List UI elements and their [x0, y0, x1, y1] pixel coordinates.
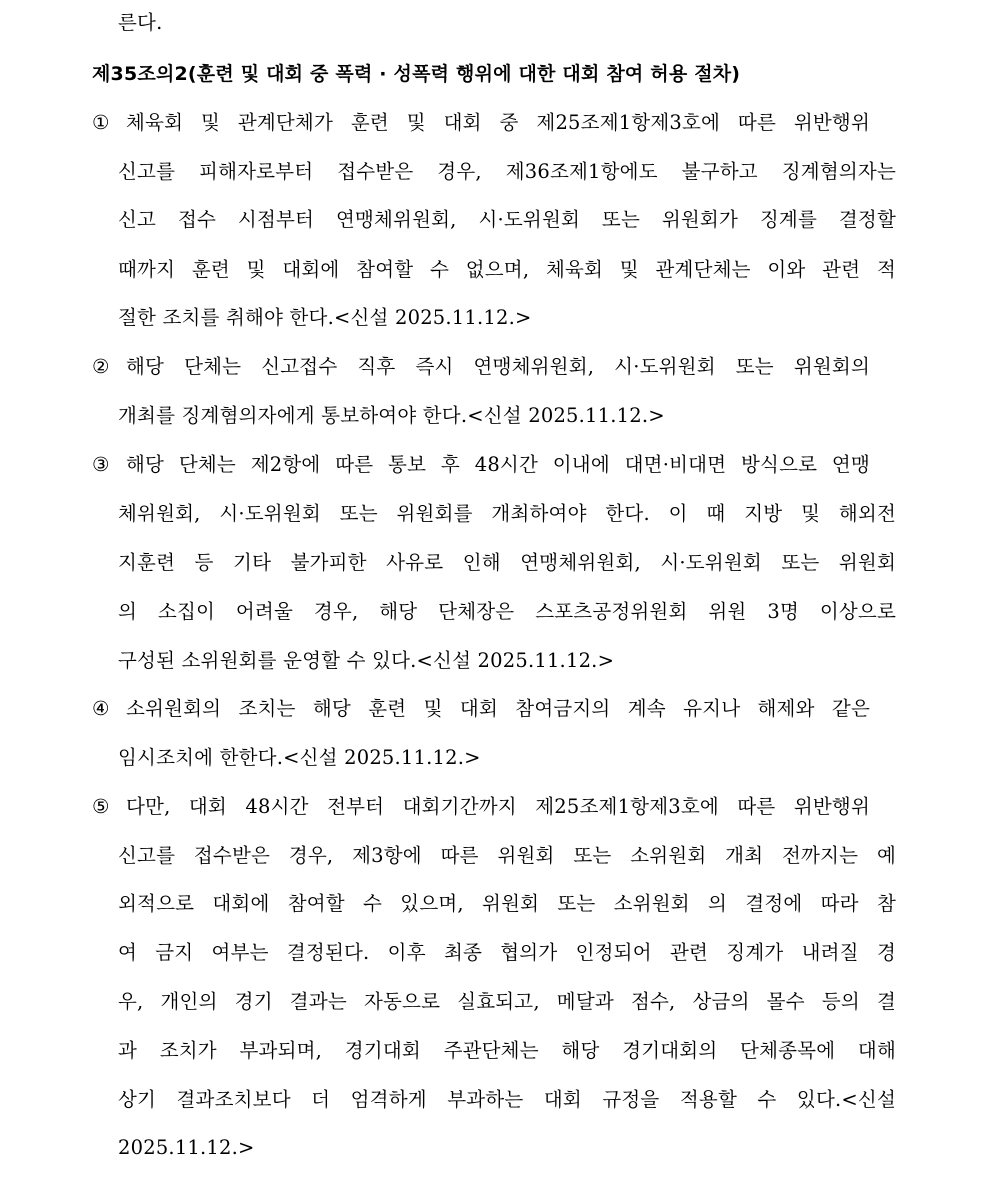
paragraph-5-line-5: 우, 개인의 경기 결과는 자동으로 실효되고, 메달과 점수, 상금의 몰수 등의 결 [118, 990, 896, 1013]
paragraph-2-line-1 [92, 355, 870, 379]
article-heading: 제35조의2(훈련 및 대회 중 폭력 · 성폭력 행위에 대한 대회 참여 허용 절차) [92, 63, 741, 85]
paragraph-5-line-1 [92, 795, 870, 819]
paragraph-1-line-3: 신고 접수 시점부터 연맹체위원회, 시·도위원회 또는 위원회가 징계를 결정할 [118, 208, 896, 231]
paragraph-2-marker: ② [92, 355, 110, 378]
paragraph-3-line-5: 구성된 소위원회를 운영할 수 있다.<신설 2025.11.12.> [118, 649, 615, 672]
paragraph-5-line-3: 외적으로 대회에 참여할 수 있으며, 위원회 또는 소위원회 의 결정에 따라 참 [118, 892, 896, 915]
paragraph-1-line-5: 절한 조치를 취해야 한다.<신설 2025.11.12.> [118, 306, 532, 329]
paragraph-3-marker: ③ [92, 453, 110, 476]
paragraph-4-line-2: 임시조치에 한한다.<신설 2025.11.12.> [118, 746, 481, 769]
paragraph-5-line-6: 과 조치가 부과되며, 경기대회 주관단체는 해당 경기대회의 단체종목에 대해 [118, 1039, 896, 1062]
paragraph-5-marker: ⑤ [92, 795, 110, 818]
continuation-text: 른다. [118, 11, 163, 34]
paragraph-5-line-8: 2025.11.12.> [118, 1136, 255, 1159]
paragraph-1-line-2: 신고를 피해자로부터 접수받은 경우, 제36조제1항에도 불구하고 징계혐의자는 [118, 160, 896, 183]
paragraph-3-line-3: 지훈련 등 기타 불가피한 사유로 인해 연맹체위원회, 시·도위원회 또는 위원회 [118, 551, 896, 574]
paragraph-2-text: 해당 단체는 신고접수 직후 즉시 연맹체위원회, 시·도위원회 또는 위원회의 [126, 355, 870, 378]
paragraph-3-line-4: 의 소집이 어려울 경우, 해당 단체장은 스포츠공정위원회 위원 3명 이상으로 [118, 600, 896, 623]
paragraph-2-line-2: 개최를 징계혐의자에게 통보하여야 한다.<신설 2025.11.12.> [118, 404, 665, 427]
paragraph-3-line-2: 체위원회, 시·도위원회 또는 위원회를 개최하여야 한다. 이 때 지방 및 해외전 [118, 502, 896, 525]
paragraph-5-line-4: 여 금지 여부는 결정된다. 이후 최종 협의가 인정되어 관련 징계가 내려질 경 [118, 941, 896, 964]
paragraph-5-line-2: 신고를 접수받은 경우, 제3항에 따른 위원회 또는 소위원회 개최 전까지는 예 [118, 844, 896, 867]
paragraph-3-line-1 [92, 453, 870, 477]
paragraph-1-marker: ① [92, 111, 110, 134]
paragraph-5-line-7: 상기 결과조치보다 더 엄격하게 부과하는 대회 규정을 적용할 수 있다.<신설 [118, 1088, 896, 1111]
paragraph-5-text: 다만, 대회 48시간 전부터 대회기간까지 제25조제1항제3호에 따른 위반행위 [126, 795, 870, 818]
paragraph-1-line-1 [92, 111, 870, 135]
paragraph-1-text: 체육회 및 관계단체가 훈련 및 대회 중 제25조제1항제3호에 따른 위반행위 [126, 111, 870, 134]
paragraph-3-text: 해당 단체는 제2항에 따른 통보 후 48시간 이내에 대면·비대면 방식으로 연맹 [126, 453, 870, 476]
paragraph-4-text: 소위원회의 조치는 해당 훈련 및 대회 참여금지의 계속 유지나 해제와 같은 [126, 697, 870, 720]
paragraph-1-line-4: 때까지 훈련 및 대회에 참여할 수 없으며, 체육회 및 관계단체는 이와 관련 적 [118, 258, 896, 281]
paragraph-4-line-1 [92, 697, 870, 721]
paragraph-4-marker: ④ [92, 697, 110, 720]
